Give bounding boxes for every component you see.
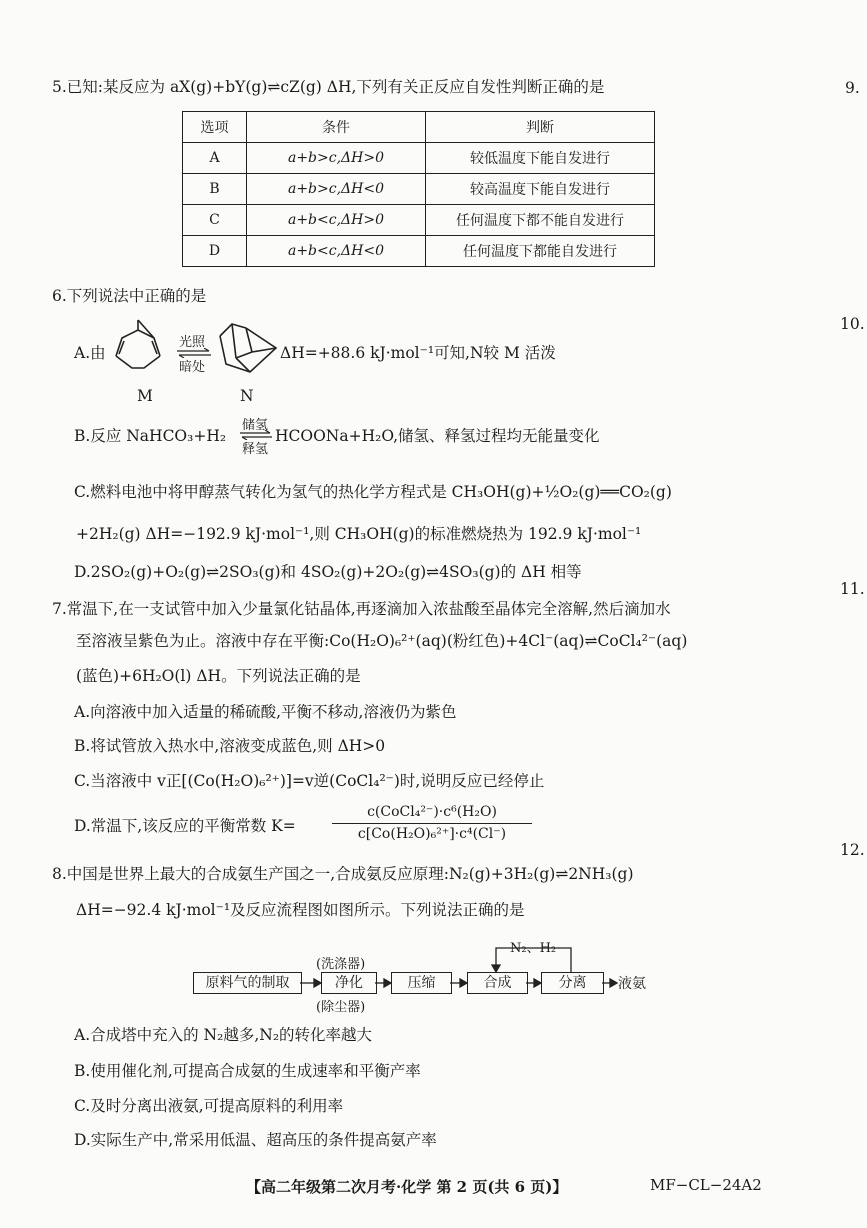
table-row <box>183 143 655 174</box>
flow-label-scrubber: (洗涤器) <box>316 957 366 972</box>
q6-option-b-prefix: B.反应 NaHCO₃+H₂ <box>74 427 227 445</box>
table-header: 条件 <box>247 112 426 143</box>
q8-option-d: D.实际生产中,常采用低温、超高压的条件提高氨产率 <box>74 1131 437 1149</box>
equilibrium-constant-numerator: c(CoCl₄²⁻)·c⁶(H₂O) <box>367 804 497 820</box>
label-n: N <box>240 387 254 405</box>
flow-label-dust-remover: (除尘器) <box>316 1000 366 1015</box>
table-cell: C <box>183 205 247 236</box>
footer-code: MF−CL−24A2 <box>650 1176 762 1194</box>
q6-option-c-line2: +2H₂(g) ΔH=−192.9 kJ·mol⁻¹,则 CH₃OH(g)的标准燃烧热为 192.9 kJ·mol⁻¹ <box>76 525 642 543</box>
molecule-n-structure <box>212 318 280 376</box>
q6-option-a-suffix: ΔH=+88.6 kJ·mol⁻¹可知,N较 M 活泼 <box>280 344 556 362</box>
flow-product-liquid-ammonia: 液氨 <box>618 976 646 992</box>
arrow-label-dark: 暗处 <box>179 360 206 375</box>
table-cell: 任何温度下都能自发进行 <box>426 236 655 267</box>
equilibrium-constant-denominator: c[Co(H₂O)₆²⁺]·c⁴(Cl⁻) <box>357 826 507 842</box>
q6-option-d: D.2SO₂(g)+O₂(g)⇌2SO₃(g)和 4SO₂(g)+2O₂(g)⇌4SO₃(g)的 ΔH 相等 <box>74 563 582 581</box>
q7-option-b: B.将试管放入热水中,溶液变成蓝色,则 ΔH>0 <box>74 737 386 755</box>
table-cell: a+b>c,ΔH<0 <box>247 174 426 205</box>
q6-option-b-suffix: HCOONa+H₂O,储氢、释氢过程均无能量变化 <box>275 427 600 445</box>
arrow-label-release: 释氢 <box>242 442 269 457</box>
q6-option-a-prefix: A.由 <box>74 344 106 362</box>
table-row <box>183 205 655 236</box>
table-cell: 任何温度下都不能自发进行 <box>426 205 655 236</box>
q7-option-c: C.当溶液中 v正[(Co(H₂O)₆²⁺)]=v逆(CoCl₄²⁻)时,说明反应已经停止 <box>74 772 545 790</box>
fraction-bar <box>332 823 532 824</box>
q8-option-b: B.使用催化剂,可提高合成氨的生成速率和平衡产率 <box>74 1062 421 1080</box>
flow-step-raw-gas: 原料气的制取 <box>193 972 302 994</box>
q8-option-a: A.合成塔中充入的 N₂越多,N₂的转化率越大 <box>74 1026 373 1044</box>
q8-option-c: C.及时分离出液氨,可提高原料的利用率 <box>74 1097 344 1115</box>
table-cell: a+b<c,ΔH>0 <box>247 205 426 236</box>
flow-step-compress: 压缩 <box>391 972 452 994</box>
margin-number-12: 12. <box>840 841 865 859</box>
q6-stem: 6.下列说法中正确的是 <box>52 287 207 305</box>
table-cell: B <box>183 174 247 205</box>
margin-number-10: 10. <box>840 315 865 333</box>
table-row <box>183 174 655 205</box>
q8-line1: 8.中国是世界上最大的合成氨生产国之一,合成氨反应原理:N₂(g)+3H₂(g)⇌2NH₃(g) <box>52 865 634 883</box>
margin-number-9: 9. <box>845 79 860 97</box>
q7-line2: 至溶液呈紫色为止。溶液中存在平衡:Co(H₂O)₆²⁺(aq)(粉红色)+4Cl⁻(aq)⇌CoCl₄²⁻(aq) <box>76 632 688 650</box>
table-cell: a+b>c,ΔH>0 <box>247 143 426 174</box>
q7-option-a: A.向溶液中加入适量的稀硫酸,平衡不移动,溶液仍为紫色 <box>74 703 457 721</box>
table-cell: a+b<c,ΔH<0 <box>247 236 426 267</box>
label-m: M <box>137 387 153 405</box>
table-cell: 较高温度下能自发进行 <box>426 174 655 205</box>
q7-option-d-prefix: D.常温下,该反应的平衡常数 K= <box>74 817 296 835</box>
arrow-label-light: 光照 <box>179 335 206 350</box>
q8-line2: ΔH=−92.4 kJ·mol⁻¹及反应流程图如图所示。下列说法正确的是 <box>76 901 525 919</box>
flow-step-purify: 净化 <box>321 972 377 994</box>
footer-title: 【高二年级第二次月考·化学 第 2 页(共 6 页)】 <box>246 1178 568 1196</box>
q7-line1: 7.常温下,在一支试管中加入少量氯化钴晶体,再逐滴加入浓盐酸至晶体完全溶解,然后滴加水 <box>52 600 671 618</box>
q5-options-table <box>182 111 655 267</box>
margin-number-11: 11. <box>840 580 865 598</box>
table-cell: D <box>183 236 247 267</box>
molecule-m-structure <box>108 318 178 380</box>
table-row <box>183 236 655 267</box>
table-cell: A <box>183 143 247 174</box>
arrow-label-store: 储氢 <box>242 418 269 433</box>
table-cell: 较低温度下能自发进行 <box>426 143 655 174</box>
q6-option-c-line1: C.燃料电池中将甲醇蒸气转化为氢气的热化学方程式是 CH₃OH(g)+½O₂(g)══CO₂(g) <box>74 483 672 501</box>
flow-step-synthesis: 合成 <box>467 972 528 994</box>
q7-line3: (蓝色)+6H₂O(l) ΔH。下列说法正确的是 <box>76 667 361 685</box>
q5-stem: 5.已知:某反应为 aX(g)+bY(g)⇌cZ(g) ΔH,下列有关正反应自发性判断正确的是 <box>52 78 605 96</box>
table-header: 判断 <box>426 112 655 143</box>
flow-step-separate: 分离 <box>541 972 604 994</box>
recycle-label: N₂、H₂ <box>510 941 557 956</box>
table-header: 选项 <box>183 112 247 143</box>
